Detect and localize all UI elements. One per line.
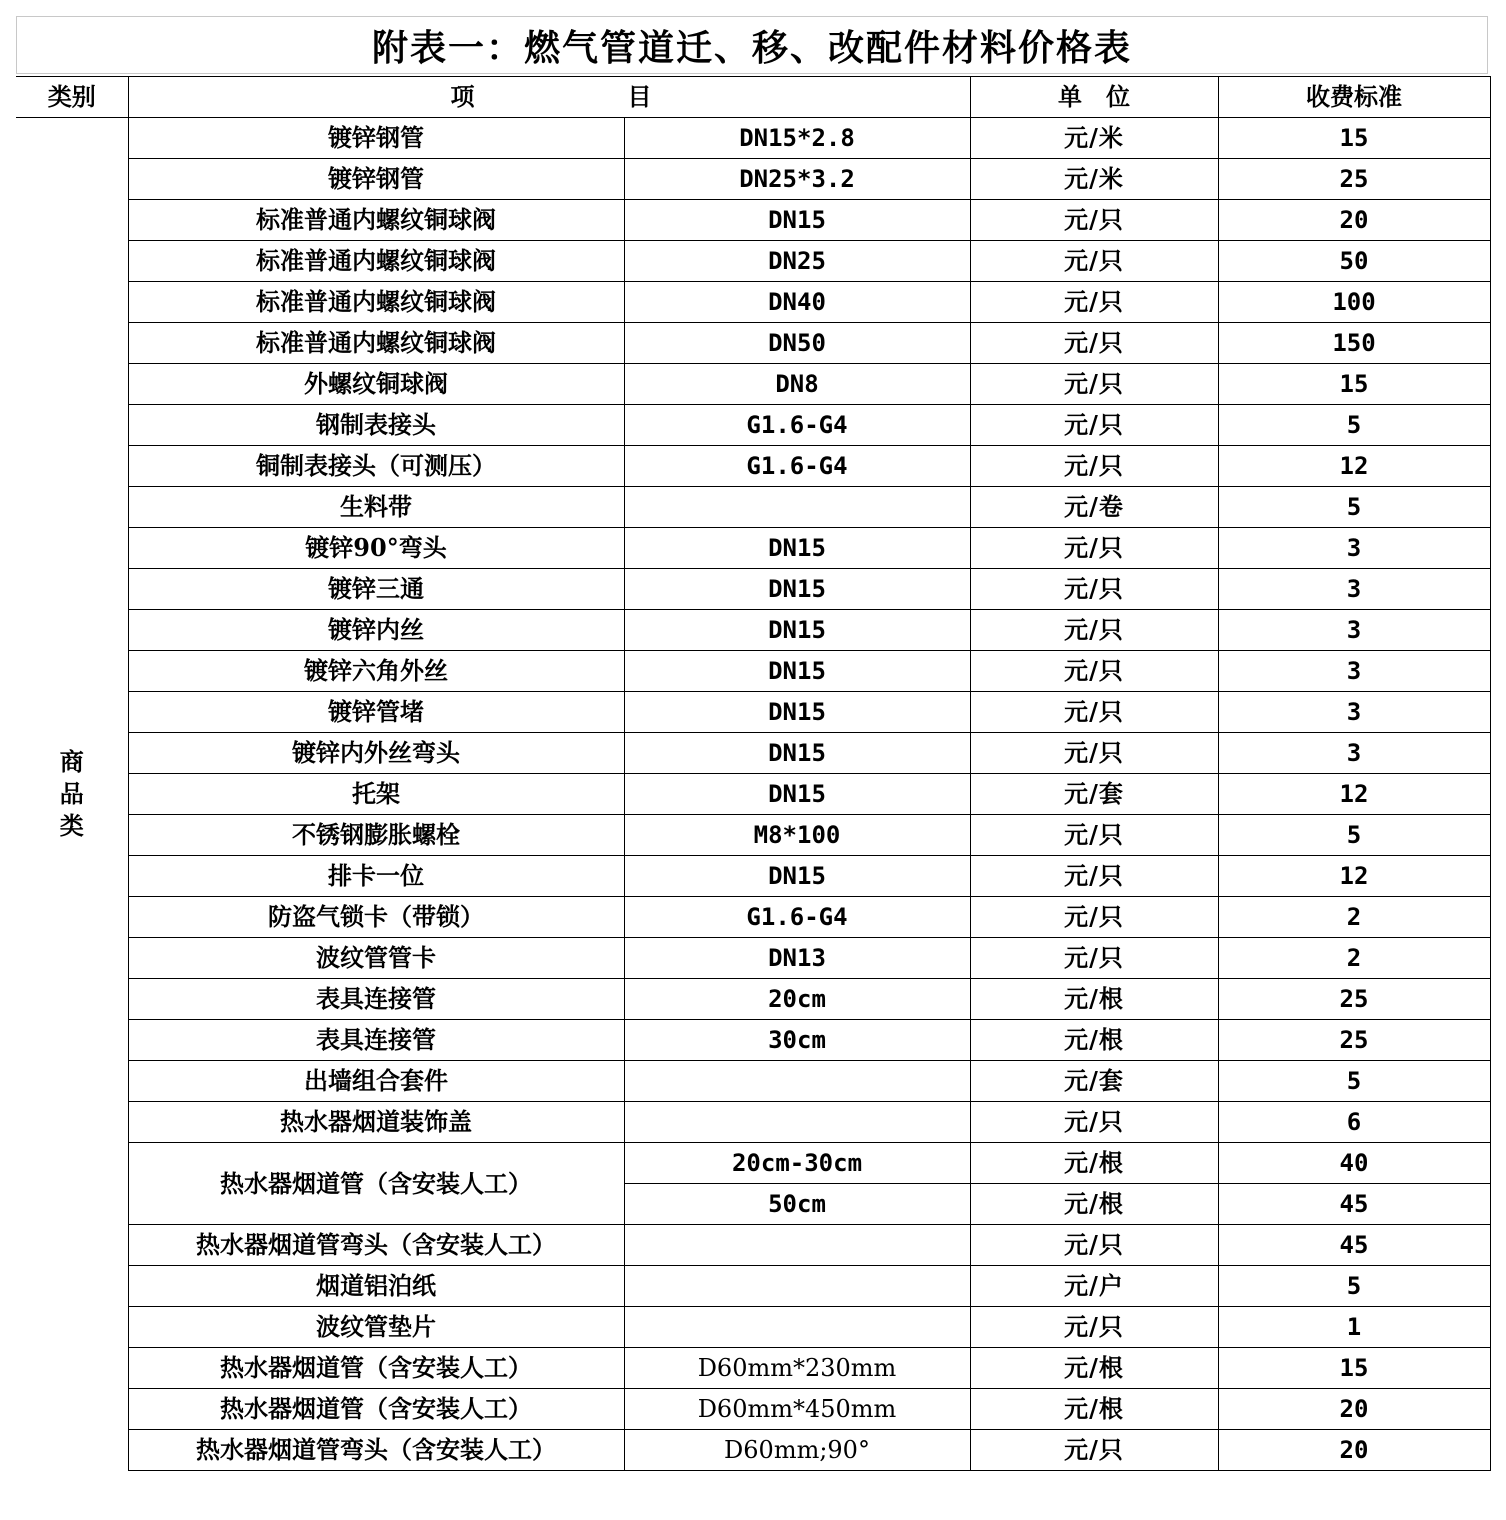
table-row [16,569,1490,610]
item-unit: 元/只 [970,1102,1218,1143]
table-row [16,446,1490,487]
table-row [16,159,1490,200]
item-unit: 元/只 [970,651,1218,692]
item-unit: 元/只 [970,897,1218,938]
table-row [16,1102,1490,1143]
item-spec: DN15 [624,733,970,774]
item-name: 标准普通内螺纹铜球阀 [128,282,624,323]
table-row [16,364,1490,405]
item-price: 12 [1218,774,1490,815]
item-spec: 20cm [624,979,970,1020]
item-name: 镀锌内丝 [128,610,624,651]
item-price: 25 [1218,159,1490,200]
category-label: 商品类 [59,747,84,841]
item-name: 排卡一位 [128,856,624,897]
table-row [16,1020,1490,1061]
item-name: 烟道铝泊纸 [128,1266,624,1307]
item-unit: 元/只 [970,856,1218,897]
table-row [16,1143,1490,1184]
item-unit: 元/卷 [970,487,1218,528]
item-spec: DN25*3.2 [624,159,970,200]
table-row [16,610,1490,651]
item-name: 标准普通内螺纹铜球阀 [128,241,624,282]
item-unit: 元/户 [970,1266,1218,1307]
item-unit: 元/根 [970,1184,1218,1225]
item-price: 40 [1218,1143,1490,1184]
item-unit: 元/米 [970,159,1218,200]
item-name: 外螺纹铜球阀 [128,364,624,405]
item-spec: D60mm*230mm [624,1348,970,1389]
item-unit: 元/套 [970,774,1218,815]
item-spec: DN15 [624,774,970,815]
item-price: 12 [1218,446,1490,487]
category-cell [16,118,128,1471]
item-spec [624,1225,970,1266]
item-price: 100 [1218,282,1490,323]
item-price: 20 [1218,200,1490,241]
item-name: 镀锌钢管 [128,118,624,159]
item-price: 3 [1218,733,1490,774]
price-table [16,76,1491,1471]
table-row [16,1266,1490,1307]
item-spec: G1.6-G4 [624,446,970,487]
item-spec: M8*100 [624,815,970,856]
item-unit: 元/根 [970,1143,1218,1184]
item-unit: 元/套 [970,1061,1218,1102]
item-price: 3 [1218,528,1490,569]
item-unit: 元/根 [970,1348,1218,1389]
item-name: 镀锌钢管 [128,159,624,200]
item-spec: DN40 [624,282,970,323]
item-unit: 元/只 [970,1307,1218,1348]
item-unit: 元/根 [970,1389,1218,1430]
item-price: 5 [1218,1266,1490,1307]
table-row [16,651,1490,692]
item-name: 波纹管管卡 [128,938,624,979]
item-price: 45 [1218,1184,1490,1225]
item-price: 6 [1218,1102,1490,1143]
item-price: 20 [1218,1389,1490,1430]
table-row [16,1061,1490,1102]
item-spec: DN15 [624,200,970,241]
item-name: 表具连接管 [128,979,624,1020]
item-name: 热水器烟道管（含安装人工） [128,1143,624,1225]
item-name: 铜制表接头（可测压） [128,446,624,487]
item-unit: 元/根 [970,1020,1218,1061]
item-unit: 元/只 [970,200,1218,241]
item-spec [624,1307,970,1348]
item-spec: 50cm [624,1184,970,1225]
item-spec: 30cm [624,1020,970,1061]
table-row [16,1225,1490,1266]
item-name: 热水器烟道装饰盖 [128,1102,624,1143]
item-name: 波纹管垫片 [128,1307,624,1348]
item-spec: DN15 [624,528,970,569]
item-price: 25 [1218,979,1490,1020]
table-row [16,774,1490,815]
header-unit: 单 位 [970,77,1218,118]
item-name: 标准普通内螺纹铜球阀 [128,200,624,241]
table-row [16,1348,1490,1389]
table-row [16,897,1490,938]
item-name: 表具连接管 [128,1020,624,1061]
item-name: 镀锌管堵 [128,692,624,733]
item-name: 热水器烟道管（含安装人工） [128,1348,624,1389]
table-row [16,1307,1490,1348]
item-unit: 元/只 [970,446,1218,487]
item-unit: 元/只 [970,692,1218,733]
item-unit: 元/只 [970,405,1218,446]
item-name: 生料带 [128,487,624,528]
item-unit: 元/只 [970,1225,1218,1266]
item-spec: G1.6-G4 [624,897,970,938]
item-spec [624,1061,970,1102]
table-row [16,733,1490,774]
item-name: 热水器烟道管弯头（含安装人工） [128,1225,624,1266]
item-name: 热水器烟道管（含安装人工） [128,1389,624,1430]
item-spec: DN15*2.8 [624,118,970,159]
table-header-row [16,77,1490,118]
table-row [16,1430,1490,1471]
item-name: 托架 [128,774,624,815]
item-unit: 元/根 [970,979,1218,1020]
item-name: 钢制表接头 [128,405,624,446]
item-price: 5 [1218,1061,1490,1102]
item-name: 不锈钢膨胀螺栓 [128,815,624,856]
table-row [16,692,1490,733]
table-row [16,856,1490,897]
item-unit: 元/只 [970,282,1218,323]
item-price: 2 [1218,938,1490,979]
header-item-left: 项 [450,82,475,111]
item-spec: DN13 [624,938,970,979]
header-item-right: 目 [627,82,652,111]
item-unit: 元/只 [970,815,1218,856]
item-unit: 元/只 [970,528,1218,569]
item-spec: DN15 [624,569,970,610]
item-price: 45 [1218,1225,1490,1266]
item-name: 热水器烟道管弯头（含安装人工） [128,1430,624,1471]
item-unit: 元/只 [970,569,1218,610]
item-spec [624,1266,970,1307]
item-price: 25 [1218,1020,1490,1061]
item-unit: 元/只 [970,323,1218,364]
item-spec: DN15 [624,610,970,651]
item-spec: DN8 [624,364,970,405]
item-unit: 元/只 [970,733,1218,774]
item-price: 3 [1218,569,1490,610]
table-row [16,487,1490,528]
item-price: 12 [1218,856,1490,897]
item-price: 2 [1218,897,1490,938]
item-spec: DN50 [624,323,970,364]
item-spec: DN25 [624,241,970,282]
table-row [16,200,1490,241]
item-name: 防盗气锁卡（带锁） [128,897,624,938]
item-spec [624,487,970,528]
item-price: 3 [1218,610,1490,651]
item-name: 镀锌六角外丝 [128,651,624,692]
item-name: 镀锌内外丝弯头 [128,733,624,774]
item-spec: G1.6-G4 [624,405,970,446]
item-name: 出墙组合套件 [128,1061,624,1102]
item-spec: D60mm;90° [624,1430,970,1471]
item-price: 5 [1218,815,1490,856]
item-spec: DN15 [624,856,970,897]
item-price: 15 [1218,364,1490,405]
item-unit: 元/米 [970,118,1218,159]
item-unit: 元/只 [970,241,1218,282]
table-row [16,282,1490,323]
table-row [16,528,1490,569]
table-row [16,241,1490,282]
header-item [128,77,970,118]
item-spec: D60mm*450mm [624,1389,970,1430]
item-price: 50 [1218,241,1490,282]
item-unit: 元/只 [970,1430,1218,1471]
item-price: 20 [1218,1430,1490,1471]
item-price: 1 [1218,1307,1490,1348]
item-price: 5 [1218,487,1490,528]
table-row [16,979,1490,1020]
table-row [16,815,1490,856]
item-price: 3 [1218,651,1490,692]
item-price: 15 [1218,1348,1490,1389]
item-price: 3 [1218,692,1490,733]
item-spec: 20cm-30cm [624,1143,970,1184]
table-row [16,323,1490,364]
table-row [16,1389,1490,1430]
item-unit: 元/只 [970,938,1218,979]
item-price: 150 [1218,323,1490,364]
header-price: 收费标准 [1218,77,1490,118]
table-row [16,938,1490,979]
item-name: 镀锌90°弯头 [128,528,624,569]
item-name: 标准普通内螺纹铜球阀 [128,323,624,364]
page-title: 附表一：燃气管道迁、移、改配件材料价格表 [16,16,1488,74]
item-price: 15 [1218,118,1490,159]
item-spec [624,1102,970,1143]
item-unit: 元/只 [970,364,1218,405]
item-price: 5 [1218,405,1490,446]
item-name: 镀锌三通 [128,569,624,610]
table-row [16,118,1490,159]
item-spec: DN15 [624,692,970,733]
item-unit: 元/只 [970,610,1218,651]
header-category: 类别 [16,77,128,118]
table-row [16,405,1490,446]
item-spec: DN15 [624,651,970,692]
